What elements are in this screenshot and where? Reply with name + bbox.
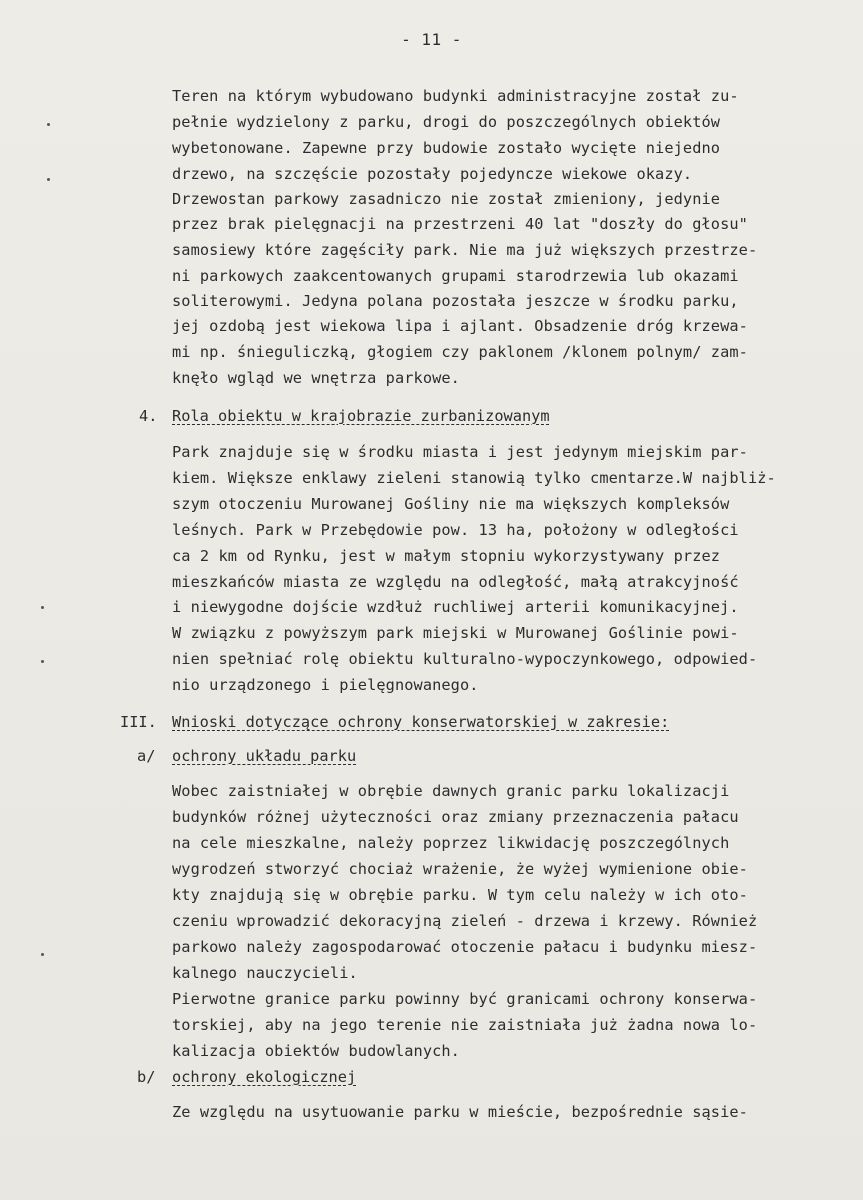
text-line: Drzewostan parkowy zasadniczo nie został zmieniony, jedynie xyxy=(172,190,721,208)
text-line: nien spełniać rolę obiektu kulturalno-wypoczynkowego, odpowied- xyxy=(172,650,758,668)
text-line: wybetonowane. Zapewne przy budowie zostało wycięte niejedno xyxy=(172,139,721,157)
text-line: kalnego nauczycieli. xyxy=(172,964,358,982)
text-line: soliterowymi. Jedyna polana pozostała jeszcze w środku parku, xyxy=(172,292,739,310)
margin-speck xyxy=(41,606,44,609)
text-line: i niewygodne dojście wzdłuż ruchliwej arterii komunikacyjnej. xyxy=(172,598,739,616)
subsection-heading: ochrony układu parku xyxy=(172,747,357,765)
text-line: samosiewy które zagęściły park. Nie ma już większych przestrze- xyxy=(172,241,758,259)
text-line: Park znajduje się w środku miasta i jest jedynym miejskim par- xyxy=(172,443,748,461)
text-line: Teren na którym wybudowano budynki administracyjne został zu- xyxy=(172,87,739,105)
text-line: torskiej, aby na jego terenie nie zaistniała już żadna nowa lo- xyxy=(172,1016,758,1034)
text-line: kalizacja obiektów budowlanych. xyxy=(172,1042,460,1060)
text-line: mi np. śnieguliczką, głogiem czy paklonem /klonem polnym/ zam- xyxy=(172,343,748,361)
margin-speck xyxy=(47,178,50,181)
margin-speck xyxy=(41,953,44,956)
text-line: kiem. Większe enklawy zieleni stanowią tylko cmentarze.W najbliż- xyxy=(172,469,776,487)
text-line: na cele mieszkalne, należy poprzez likwidację poszczególnych xyxy=(172,834,730,852)
text-line: leśnych. Park w Przebędowie pow. 13 ha, położony w odległości xyxy=(172,521,739,539)
text-line: parkowo należy zagospodarować otoczenie pałacu i budynku miesz- xyxy=(172,938,758,956)
text-line: Ze względu na usytuowanie parku w mieście, bezpośrednie sąsie- xyxy=(172,1103,748,1121)
section-marker: 4. xyxy=(139,407,158,425)
text-line: szym otoczeniu Murowanej Gośliny nie ma większych kompleksów xyxy=(172,495,730,513)
text-line: Pierwotne granice parku powinny być granicami ochrony konserwa- xyxy=(172,990,758,1008)
subsection-marker: a/ xyxy=(137,747,156,765)
text-line: czeniu wprowadzić dekoracyjną zieleń - drzewa i krzewy. Również xyxy=(172,912,758,930)
text-line: nio urządzonego i pielęgnowanego. xyxy=(172,676,479,694)
text-line: mieszkańców miasta ze względu na odległość, małą atrakcyjność xyxy=(172,573,739,591)
section-heading: Rola obiektu w krajobrazie zurbanizowanym xyxy=(172,407,550,425)
text-line: ni parkowych zaakcentowanych grupami starodrzewia lub okazami xyxy=(172,267,739,285)
text-line: jej ozdobą jest wiekowa lipa i ajlant. Obsadzenie dróg krzewa- xyxy=(172,317,748,335)
section-heading: Wnioski dotyczące ochrony konserwatorskiej w zakresie: xyxy=(172,713,670,731)
text-line: W związku z powyższym park miejski w Murowanej Goślinie powi- xyxy=(172,624,739,642)
text-line: drzewo, na szczęście pozostały pojedyncze wiekowe okazy. xyxy=(172,165,693,183)
text-line: przez brak pielęgnacji na przestrzeni 40 lat "doszły do głosu" xyxy=(172,215,748,233)
subsection-marker: b/ xyxy=(137,1068,156,1086)
section-marker: III. xyxy=(120,713,157,731)
text-line: pełnie wydzielony z parku, drogi do poszczególnych obiektów xyxy=(172,113,721,131)
text-line: budynków różnej użyteczności oraz zmiany przeznaczenia pałacu xyxy=(172,808,739,826)
text-line: knęło wgląd we wnętrza parkowe. xyxy=(172,369,460,387)
subsection-heading: ochrony ekologicznej xyxy=(172,1068,357,1086)
text-line: wygrodzeń stworzyć chociaż wrażenie, że wyżej wymienione obie- xyxy=(172,860,748,878)
text-line: ca 2 km od Rynku, jest w małym stopniu wykorzystywany przez xyxy=(172,547,721,565)
text-line: Wobec zaistniałej w obrębie dawnych granic parku lokalizacji xyxy=(172,782,730,800)
page-number: - 11 - xyxy=(401,30,462,49)
margin-speck xyxy=(47,123,50,126)
margin-speck xyxy=(41,660,44,663)
text-line: kty znajdują się w obrębie parku. W tym celu należy w ich oto- xyxy=(172,886,748,904)
